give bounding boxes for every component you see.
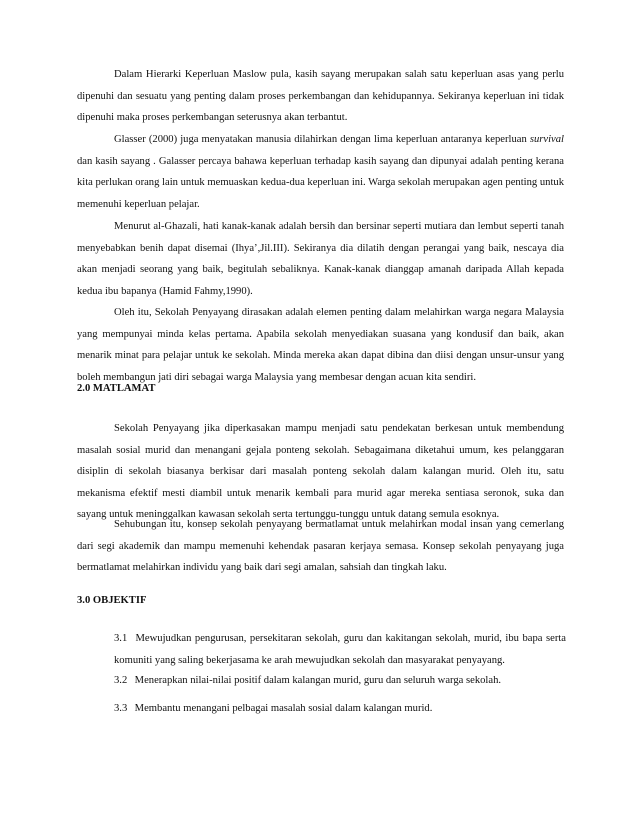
heading-objektif: 3.0 OBJEKTIF xyxy=(77,595,147,606)
paragraph-text: Sehubungan itu, konsep sekolah penyayang bermatlamat untuk melahirkan modal insan yang cemerlang dari segi akademik dan mampu memenuhi kehendak pasaran kerjaya semasa. Konsep sekolah penyayang juga bermatlamat melahirkan individu yang baik dari segi amalan, sahsiah dan tingkah laku. xyxy=(77,519,564,573)
heading-matlamat: 2.0 MATLAMAT xyxy=(77,383,156,394)
paragraph-matlamat-2 xyxy=(77,514,564,579)
paragraph-glasser xyxy=(77,129,564,215)
paragraph-sekolah-penyayang xyxy=(77,302,564,388)
paragraph-text-start: Glasser (2000) juga menyatakan manusia dilahirkan dengan lima keperluan antaranya keperluan xyxy=(114,134,530,145)
objective-number: 3.1 xyxy=(114,633,128,644)
paragraph-text: Sekolah Penyayang jika diperkasakan mampu menjadi satu pendekatan berkesan untuk membendung masalah sosial murid dan menangani gejala ponteng sekolah. Sebagaimana diketahui umum, kes pelanggaran disiplin di sekolah biasanya berkisar dari masalah ponteng sekolah dalam kalangan murid. Oleh itu, satu mekanisma efektif mesti diambil untuk menarik kembali para murid agar mereka sentiasa seronok, suka dan sayang untuk meninggalkan kawasan sekolah serta tertunggu-tunggu untuk datang semula esoknya. xyxy=(77,423,564,520)
paragraph-al-ghazali xyxy=(77,216,564,302)
objective-text: Menerapkan nilai-nilai positif dalam kalangan murid, guru dan seluruh warga sekolah. xyxy=(134,675,502,686)
paragraph-text-end: dan kasih sayang . Galasser percaya bahawa keperluan terhadap kasih sayang dan dipunyai adalah penting kerana kita perlukan orang lain untuk memuaskan kedua-dua keperluan ini. Warga sekolah merupakan agen penting untuk memenuhi keperluan pelajar. xyxy=(77,155,564,210)
objective-text: Membantu menangani pelbagai masalah sosial dalam kalangan murid. xyxy=(134,703,433,714)
objective-number: 3.2 xyxy=(114,675,128,686)
paragraph-text: Dalam Hierarki Keperluan Maslow pula, kasih sayang merupakan salah satu keperluan asas yang perlu dipenuhi dan sesuatu yang penting dalam proses perkembangan dan kehidupannya. Sekiranya keperluan ini tidak dipenuhi maka proses perkembangan seterusnya akan terbantut. xyxy=(77,69,564,123)
italic-term: survival xyxy=(529,134,564,145)
objective-item xyxy=(114,628,566,671)
objective-item xyxy=(114,698,566,720)
objective-item xyxy=(114,670,566,692)
paragraph-text: Menurut al-Ghazali, hati kanak-kanak adalah bersih dan bersinar seperti mutiara dan lembut seperti tanah menyebabkan benih dapat disemai (Ihya’,Jil.III). Sekiranya dia dilatih dengan perangai yang baik, nescaya dia akan menjadi seorang yang baik, begitulah sebaliknya. Kanak-kanak dianggap amanah daripada Allah kepada kedua ibu bapanya (Hamid Fahmy,1990). xyxy=(77,221,564,297)
paragraph-text: Oleh itu, Sekolah Penyayang dirasakan adalah elemen penting dalam melahirkan warga negara Malaysia yang mempunyai minda kelas pertama. Apabila sekolah menyediakan suasana yang kondusif dan baik, akan menarik minat para pelajar untuk ke sekolah. Minda mereka akan dapat dibina dan diisi dengan unsur-unsur yang boleh membangun jati diri sebagai warga Malaysia yang membesar dengan acuan kita sendiri. xyxy=(77,307,564,383)
paragraph-maslow xyxy=(77,64,564,129)
objective-text: Mewujudkan pengurusan, persekitaran sekolah, guru dan kakitangan sekolah, murid, ibu bapa serta komuniti yang saling bekerjasama ke arah mewujudkan sekolah dan masyarakat penyayang. xyxy=(114,633,566,666)
objective-number: 3.3 xyxy=(114,703,128,714)
paragraph-matlamat-1 xyxy=(77,418,564,526)
